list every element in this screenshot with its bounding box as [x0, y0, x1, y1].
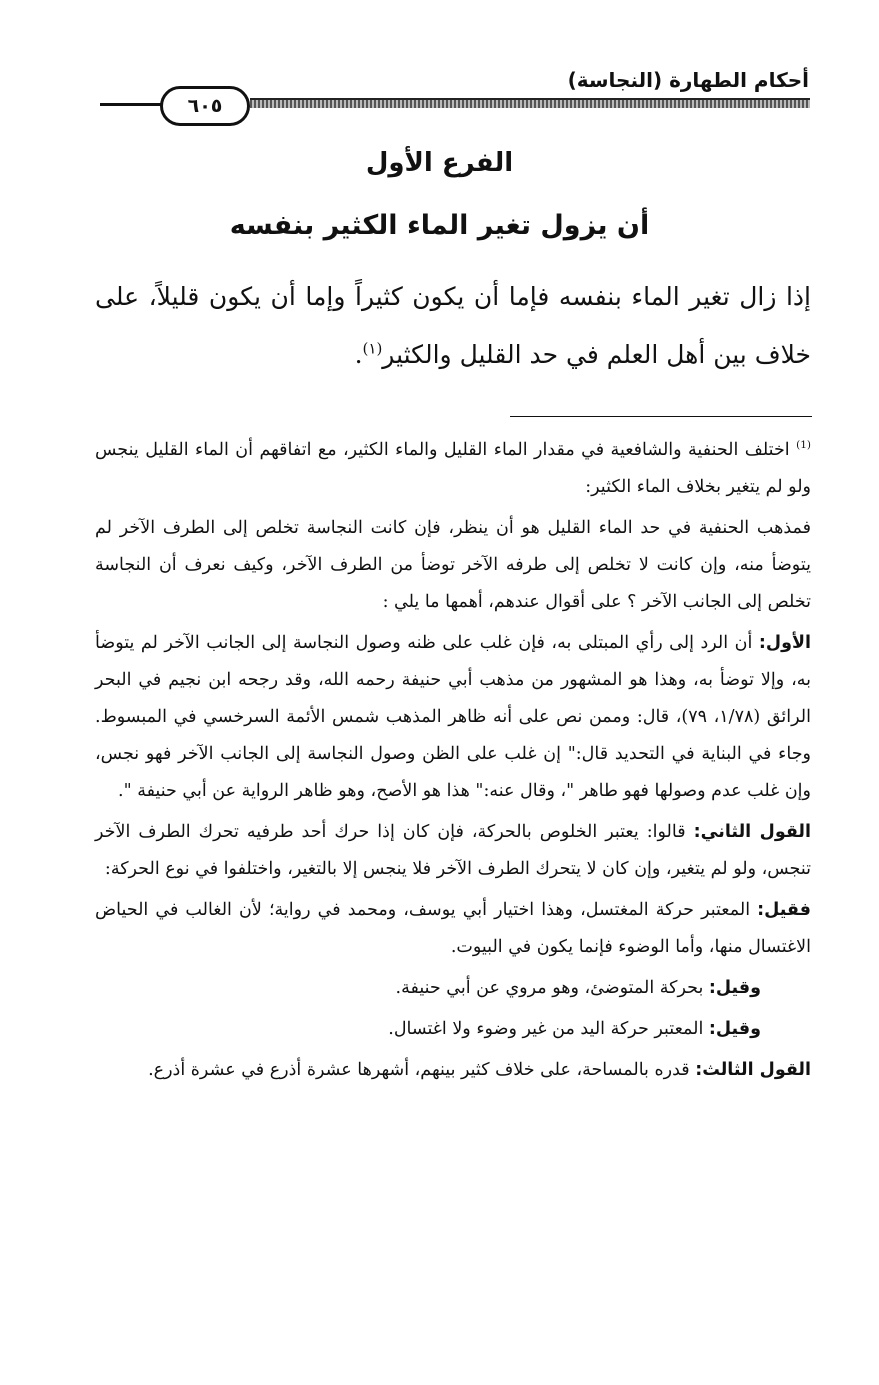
footnote-opinion-third — [95, 1052, 811, 1089]
opinion-text: قدره بالمساحة، على خلاف كثير بينهم، أشهرها عشرة أذرع في عشرة أذرع. — [148, 1060, 696, 1080]
page-number: ٦٠٥ — [160, 86, 250, 126]
footnote-intro-text: اختلف الحنفية والشافعية في مقدار الماء القليل والماء الكثير، مع اتفاقهم أن الماء القليل ينجس ولو لم يتغير بخلاف الماء الكثير: — [95, 440, 811, 497]
header-rule-left — [100, 103, 165, 106]
view-label: وقيل: — [708, 1019, 761, 1039]
opinion-text: أن الرد إلى رأي المبتلى به، فإن غلب على ظنه وصول النجاسة إلى الجانب الآخر لم يتوضأ به، وإلا توضأ به، وهذا هو المشهور من مذهب أبي حنيفة رحمه الله، وقد رجحه ابن نجيم في البحر الرائق (١/٧٨، ٧٩)، قال: وممن نص على أنه ظاهر المذهب شمس الأئمة السرخسي في المبسوط. وجاء في البناية في التحديد قال:" إن غلب على الظن وصول النجاسة إلى الجانب الآخر فهو نجس، وإن غلب عدم وصولها فهو طاهر "، وقال عنه:" هذا هو الأصح، وهو ظاهر الرواية عن أبي حنيفة ". — [95, 633, 811, 801]
view-text: المعتبر حركة اليد من غير وضوء ولا اغتسال. — [388, 1019, 709, 1039]
footnote-view-1 — [95, 892, 811, 966]
view-text: بحركة المتوضئ، وهو مروي عن أبي حنيفة. — [395, 978, 709, 998]
header-rule-pattern — [250, 100, 810, 108]
opinion-label: الأول: — [758, 633, 811, 653]
paragraph-end: . — [354, 340, 363, 369]
running-header: أحكام الطهارة (النجاسة) — [567, 68, 809, 92]
footnote-view-2 — [95, 970, 811, 1007]
footnote-opinion-second — [95, 814, 811, 888]
footnote-number: (1) — [796, 439, 811, 452]
footnotes — [95, 432, 811, 1093]
paragraph-text: إذا زال تغير الماء بنفسه فإما أن يكون كثيراً وإما أن يكون قليلاً، على خلاف بين أهل العلم في حد القليل والكثير — [95, 282, 812, 369]
section-title: الفرع الأول — [365, 148, 514, 178]
footnote-hanafi: فمذهب الحنفية في حد الماء القليل هو أن ينظر، فإن كانت النجاسة تخلص إلى الطرف الآخر لم يتوضأ منه، وإن كانت لا تخلص إلى طرفه الآخر توضأ من الطرف الآخر، وكيف نعرف أن النجاسة تخلص إلى الجانب الآخر ؟ على أقوال عندهم، أهمها ما يلي : — [95, 518, 811, 612]
view-text: المعتبر حركة المغتسل، وهذا اختيار أبي يوسف، ومحمد في رواية؛ لأن الغالب في الحياض الاغتسال منها، وأما الوضوء فإنما يكون في البيوت. — [95, 900, 811, 957]
opinion-label: القول الثالث: — [695, 1060, 811, 1080]
opinion-text: قالوا: يعتبر الخلوص بالحركة، فإن كان إذا حرك أحد طرفيه تحرك الطرف الآخر تنجس، ولو لم يتغير، وإن كان لا يتحرك الطرف الآخر فلا ينجس إلا بالتغير، واختلفوا في نوع الحركة: — [95, 822, 811, 879]
view-label: فقيل: — [757, 900, 811, 920]
footnote-view-3 — [95, 1011, 811, 1048]
footnote-separator — [510, 416, 812, 417]
footnote-intro — [95, 432, 811, 506]
section-subtitle: أن يزول تغير الماء الكثير بنفسه — [229, 210, 650, 241]
opinion-label: القول الثاني: — [693, 822, 811, 842]
view-label: وقيل: — [708, 978, 761, 998]
footnote-marker[interactable]: (١) — [362, 339, 383, 358]
footnote-opinion-first — [95, 625, 811, 810]
main-paragraph — [95, 268, 811, 384]
